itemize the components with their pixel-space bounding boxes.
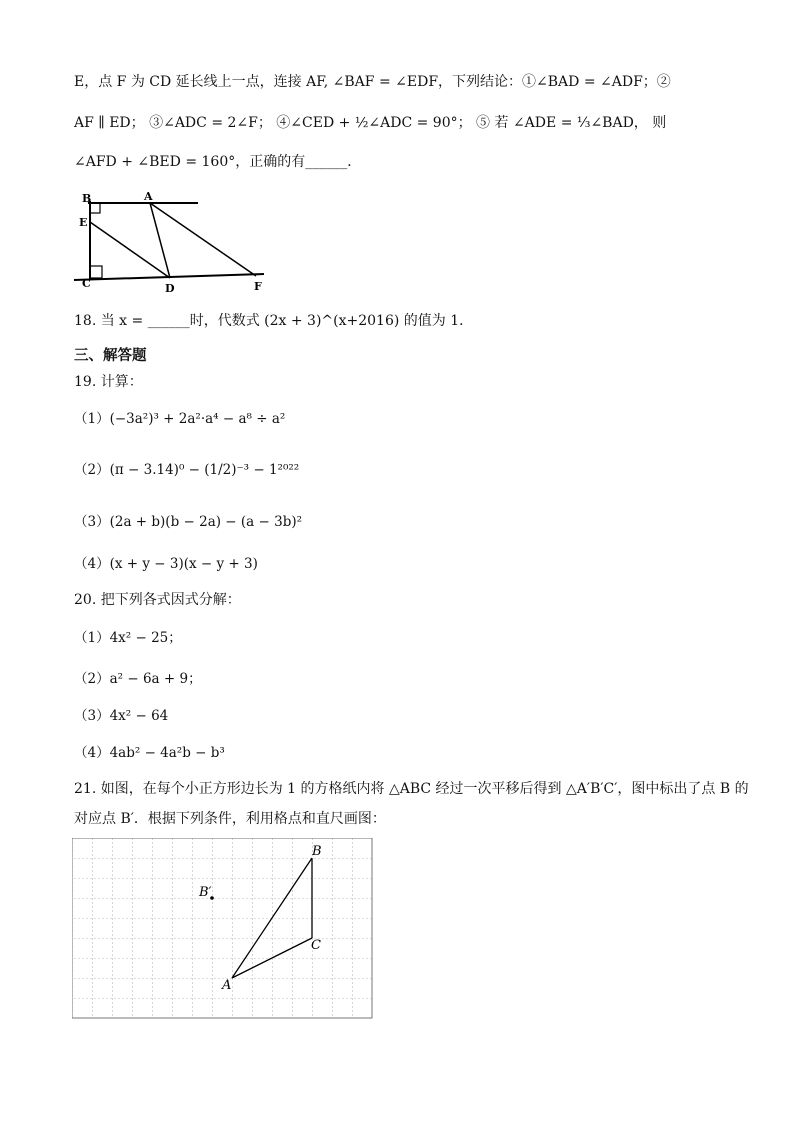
problem19-item-3: （3）(2a + b)(b − 2a) − (a − 3b)² [74, 514, 303, 530]
problem20-item-1: （1）4x² − 25； [74, 630, 182, 646]
problem19-title: 19. 计算： [74, 374, 143, 390]
problem18-text: 18. 当 x = ______时，代数式 (2x + 3)^(x+2016) 的值为 1． [74, 313, 474, 329]
figure-label-e: E [79, 216, 88, 229]
grid-label-b: B [312, 844, 322, 859]
figure-label-f: F [254, 280, 262, 293]
problem17-line1: E，点 F 为 CD 延长线上一点，连接 AF, ∠BAF = ∠EDF，下列结论：①∠BAD = ∠ADF；② [74, 74, 671, 90]
figure-label-b: B [82, 192, 92, 205]
figure-label-d: D [165, 282, 175, 295]
problem21-grid-figure [72, 838, 374, 1020]
grid-label-a: A [222, 978, 232, 993]
problem20-item-2: （2）a² − 6a + 9； [74, 671, 202, 687]
problem20-title: 20. 把下列各式因式分解： [74, 592, 241, 608]
figure-label-c: C [82, 277, 91, 290]
section-heading: 三、解答题 [74, 348, 147, 364]
grid-label-c: C [311, 938, 321, 953]
problem17-line2: AF ∥ ED； ③∠ADC = 2∠F； ④∠CED + ½∠ADC = 90°； ⑤ 若 ∠ADE = ⅓∠BAD， 则 [74, 115, 667, 131]
grid-label-b-prime: B′ [199, 885, 212, 900]
problem17-figure [70, 188, 270, 298]
problem19-item-4: （4）(x + y − 3)(x − y + 3) [74, 556, 258, 572]
problem19-item-2: （2）(π − 3.14)⁰ − (1/2)⁻³ − 1²⁰²² [74, 462, 300, 478]
problem20-item-3: （3）4x² − 64 [74, 708, 169, 724]
problem19-item-1: （1）(−3a²)³ + 2a²·a⁴ − a⁸ ÷ a² [74, 411, 286, 427]
problem20-item-4: （4）4ab² − 4a²b − b³ [74, 745, 225, 761]
problem17-line3: ∠AFD + ∠BED = 160°，正确的有______． [74, 154, 362, 170]
problem21-line2: 对应点 B′．根据下列条件，利用格点和直尺画图： [74, 811, 386, 827]
figure-label-a: A [144, 190, 153, 203]
problem21-line1: 21. 如图，在每个小正方形边长为 1 的方格纸内将 △ABC 经过一次平移后得到 △A′B′C′，图中标出了点 B 的 [74, 781, 749, 797]
